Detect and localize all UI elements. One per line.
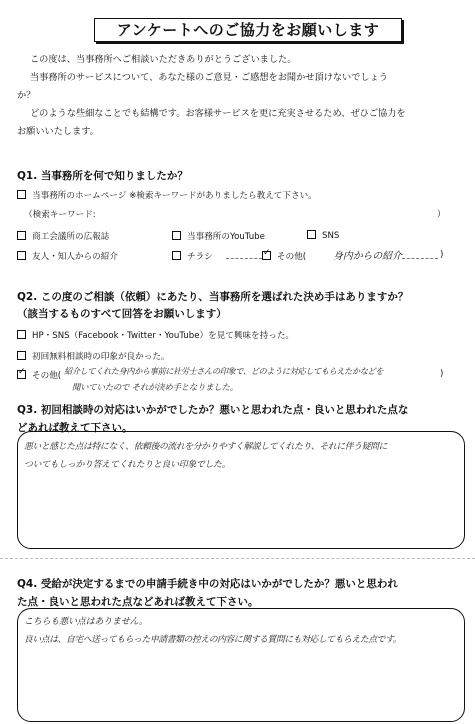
q1-other-close: ) <box>440 250 444 260</box>
q1-option-other[interactable] <box>262 250 306 262</box>
q4-heading-1: Q4. 受給が決定するまでの申請手続き中の対応はいかがでしたか？悪いと思われ <box>17 578 398 590</box>
q1-option-chamber-label: 商工会議所の広報誌 <box>32 232 110 242</box>
q4-handwritten-answer-1: こちらも悪い点はありません。 <box>24 617 148 627</box>
q2-option-hp-label: HP・SNS（Facebook・Twitter・YouTube）を見て興味を持った。 <box>32 331 295 341</box>
q1-keyword-close: ） <box>437 210 446 220</box>
q2-other-handwritten-answer-1: 紹介してくれた身内から事前に社労士さんの印象で、どのように対応してもらえたかなどを <box>64 366 384 376</box>
q1-option-other-label: その他( <box>277 252 307 262</box>
q1-option-chamber[interactable] <box>17 230 109 242</box>
q1-other-handwritten-answer: 身内からの紹介 <box>333 251 402 262</box>
dotted-separator <box>402 258 438 259</box>
q3-handwritten-answer-2: ついてもしっかり答えてくれたりと良い印象でした。 <box>24 460 231 470</box>
q3-handwritten-answer-1: 悪いと感じた点は特になく、依頼後の流れを分かりやすく解説してくれたり、それに伴う疑問に <box>24 442 388 452</box>
checkbox-icon[interactable] <box>17 351 26 360</box>
intro-line-2: 当事務所のサービスについて、あなた様のご意見・ご感想をお聞かせ頂けないでしょう <box>30 72 388 83</box>
intro-line-4: どのような些細なことでも結構です。お客様サービスを更に充実させるため、ぜひご協力を <box>30 108 406 119</box>
checkbox-icon[interactable] <box>172 251 181 260</box>
intro-line-1: この度は、当事務所へご相談いただきありがとうございました。 <box>30 54 297 65</box>
q1-keyword-label: （検索キーワード: <box>24 210 96 220</box>
q3-heading-2: どあれば教えて下さい。 <box>17 422 133 434</box>
q4-heading-2: た点・良いと思われた点などあれば教えて下さい。 <box>17 596 259 608</box>
q2-option-hp[interactable] <box>17 329 294 341</box>
q1-option-sns-label: SNS <box>322 231 340 241</box>
page-title: アンケートへのご協力をお願いします <box>94 18 402 42</box>
q2-option-consult[interactable] <box>17 350 170 362</box>
intro-line-3: か？ <box>17 90 36 101</box>
q1-option-friend[interactable] <box>17 250 118 262</box>
checkbox-icon[interactable] <box>17 330 26 339</box>
section-divider <box>0 558 475 559</box>
checked-checkbox-icon[interactable] <box>17 370 26 379</box>
q2-other-close: ) <box>440 369 444 379</box>
q1-option-youtube-label: 当事務所のYouTube <box>187 232 265 242</box>
q1-option-homepage-label: 当事務所のホームページ ※検索キーワードがありましたら教えて下さい。 <box>32 191 317 201</box>
q2-option-other-label: その他( <box>32 371 62 381</box>
q1-option-flyer-label: チラシ <box>187 252 213 262</box>
checkbox-icon[interactable] <box>17 190 26 199</box>
q1-option-homepage[interactable] <box>17 189 317 201</box>
q1-heading: Q1. 当事務所を何で知りましたか？ <box>17 170 188 182</box>
checkbox-icon[interactable] <box>17 231 26 240</box>
q2-option-consult-label: 初回無料相談時の印象が良かった。 <box>32 352 170 362</box>
checked-checkbox-icon[interactable] <box>262 251 271 260</box>
intro-line-5: お願いいたします。 <box>17 126 99 137</box>
q1-option-sns[interactable] <box>307 230 339 241</box>
q2-heading-1: Q2. この度のご相談（依頼）にあたり、当事務所を選ばれた決め手はありますか？ <box>17 291 409 303</box>
q2-option-other[interactable] <box>17 369 61 381</box>
q4-handwritten-answer-2: 良い点は、自宅へ送ってもらった申請書類の控えの内容に関する質問にも対応してもらえた点です。 <box>24 635 402 645</box>
q2-other-handwritten-answer-2: 聞いていたので それが決め手となりました。 <box>72 382 238 392</box>
dotted-separator <box>226 258 262 259</box>
q3-heading-1: Q3. 初回相談時の対応はいかがでしたか？悪いと思われた点・良いと思われた点な <box>17 404 409 416</box>
checkbox-icon[interactable] <box>17 251 26 260</box>
q1-option-friend-label: 友人・知人からの紹介 <box>32 252 118 262</box>
q2-heading-2: （該当するものすべて回答をお願いします） <box>17 308 227 320</box>
checkbox-icon[interactable] <box>307 230 316 239</box>
q1-option-flyer[interactable] <box>172 250 213 262</box>
checkbox-icon[interactable] <box>172 231 181 240</box>
q1-option-youtube[interactable] <box>172 230 265 242</box>
